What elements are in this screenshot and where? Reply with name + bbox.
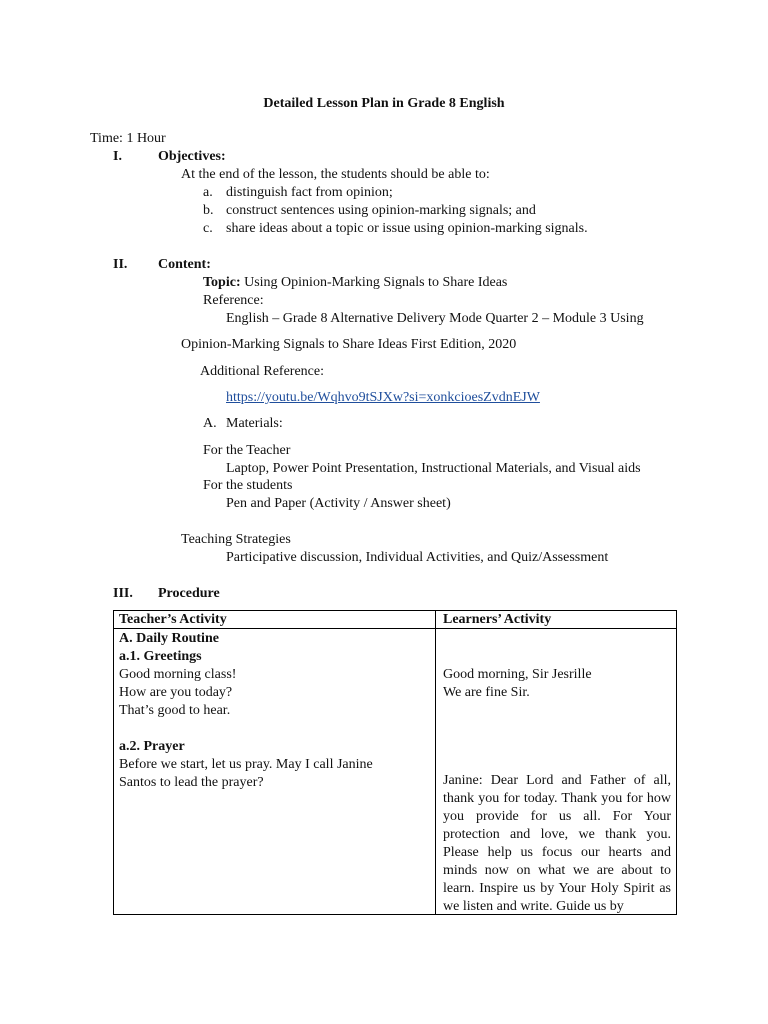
topic-text: Using Opinion-Marking Signals to Share Ideas — [244, 275, 508, 290]
learners-prayer-text: Janine: Dear Lord and Father of all, thank you for today. Thank you for how you provide for us all. For Your protection and love, we thank you. Please help us focus our hearts and minds now on what we are about to learn. Inspire us by Your Holy Spirit as we listen and write. Guide us by — [443, 773, 671, 914]
section-heading-objectives: Objectives: — [158, 149, 226, 164]
objective-marker-b: b. — [203, 203, 214, 218]
daily-routine-heading: A. Daily Routine — [119, 631, 219, 646]
teacher-prayer-line-1: Before we start, let us pray. May I call Janine — [119, 757, 373, 772]
for-teacher-label: For the Teacher — [203, 443, 291, 458]
section-numeral-procedure: III. — [113, 586, 133, 601]
objective-marker-c: c. — [203, 221, 213, 236]
strategies-label: Teaching Strategies — [181, 532, 291, 547]
additional-reference-link[interactable]: https://youtu.be/Wqhvo9tSJXw?si=xonkcioesZvdnEJW — [226, 390, 540, 405]
reference-line-2: Opinion-Marking Signals to Share Ideas First Edition, 2020 — [181, 337, 517, 352]
time-allotment: Time: 1 Hour — [90, 131, 166, 146]
header-teachers-activity: Teacher’s Activity — [119, 612, 227, 627]
objective-item-c: share ideas about a topic or issue using opinion-marking signals. — [226, 221, 588, 236]
objectives-intro: At the end of the lesson, the students should be able to: — [181, 167, 490, 182]
objective-marker-a: a. — [203, 185, 213, 200]
teacher-greeting-line-3: That’s good to hear. — [119, 703, 231, 718]
for-teacher-text: Laptop, Power Point Presentation, Instructional Materials, and Visual aids — [226, 461, 641, 476]
reference-line-1: English – Grade 8 Alternative Delivery Mode Quarter 2 – Module 3 Using — [226, 311, 644, 326]
prayer-heading: a.2. Prayer — [119, 739, 185, 754]
learners-greeting-line-2: We are fine Sir. — [443, 685, 530, 700]
section-heading-procedure: Procedure — [158, 586, 220, 601]
for-students-label: For the students — [203, 478, 293, 493]
for-students-text: Pen and Paper (Activity / Answer sheet) — [226, 496, 451, 511]
learners-greeting-line-1: Good morning, Sir Jesrille — [443, 667, 592, 682]
objective-item-a: distinguish fact from opinion; — [226, 185, 393, 200]
topic-label: Topic: — [203, 275, 241, 290]
topic-line — [203, 274, 507, 292]
teacher-greeting-line-1: Good morning class! — [119, 667, 237, 682]
greetings-heading: a.1. Greetings — [119, 649, 202, 664]
objective-item-b: construct sentences using opinion-marking signals; and — [226, 203, 536, 218]
section-heading-content: Content: — [158, 257, 211, 272]
strategies-text: Participative discussion, Individual Activities, and Quiz/Assessment — [226, 550, 609, 565]
teacher-greeting-line-2: How are you today? — [119, 685, 233, 700]
document-title: Detailed Lesson Plan in Grade 8 English — [263, 96, 505, 111]
additional-reference-label: Additional Reference: — [200, 364, 325, 379]
materials-label: Materials: — [226, 416, 283, 431]
section-numeral-content: II. — [113, 257, 128, 272]
header-learners-activity: Learners’ Activity — [443, 612, 552, 627]
section-numeral-objectives: I. — [113, 149, 122, 164]
reference-label: Reference: — [203, 293, 264, 308]
materials-marker: A. — [203, 416, 217, 431]
table-column-divider — [435, 610, 436, 915]
teacher-prayer-line-2: Santos to lead the prayer? — [119, 775, 264, 790]
